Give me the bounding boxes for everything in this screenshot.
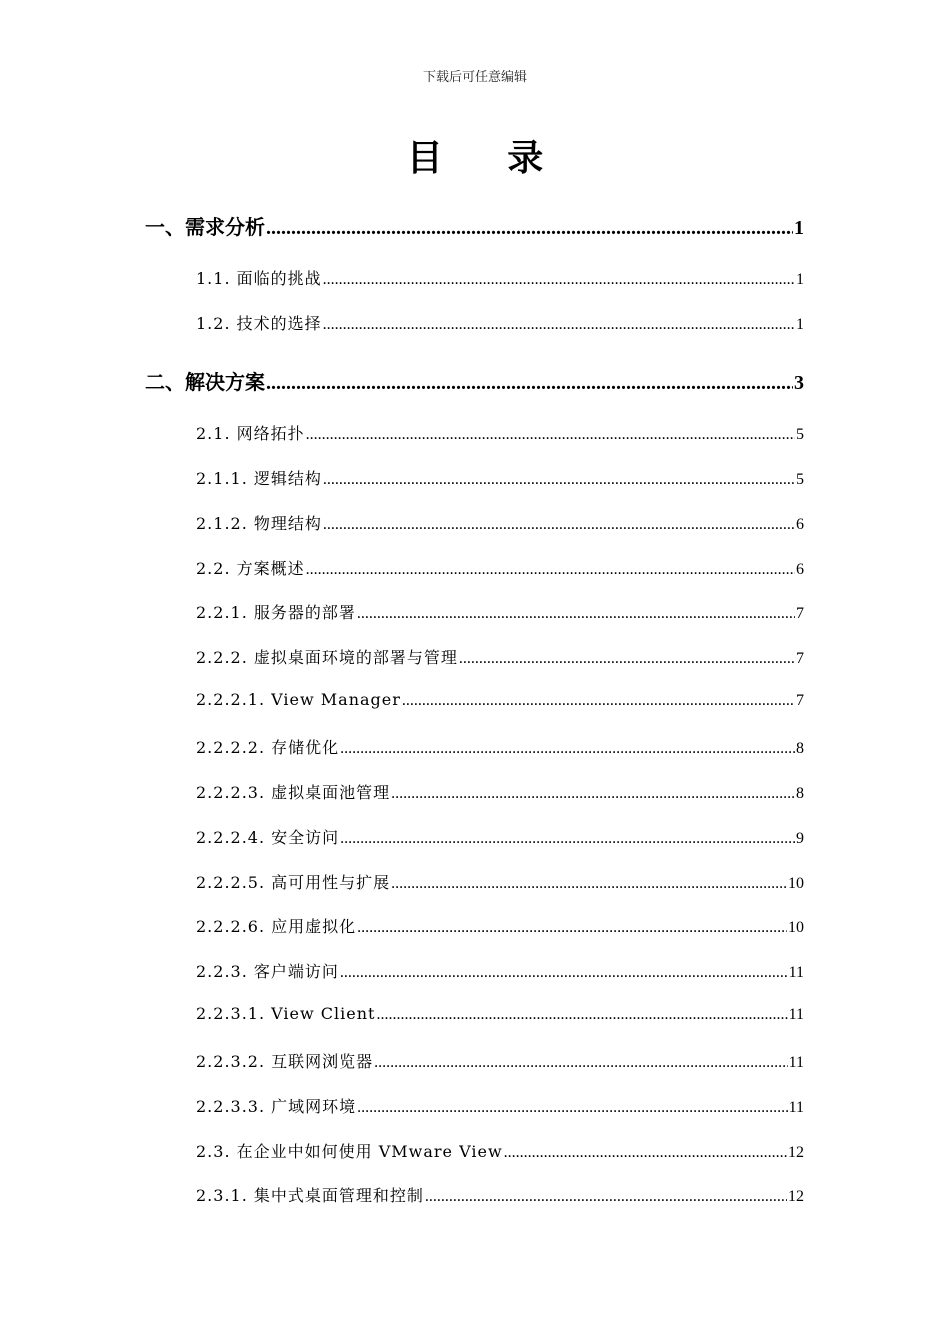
toc-entry-label: 2.2.2.4. 安全访问 — [196, 828, 340, 847]
toc-entry-label: 2.1. 网络拓扑 — [196, 424, 305, 443]
toc-entry-label: 2.2.3. 客户端访问 — [196, 962, 339, 981]
toc-entry-label: 2.2.3.3. 广域网环境 — [196, 1097, 357, 1116]
toc-leader-dots — [357, 1099, 787, 1117]
toc-leader-dots — [391, 875, 787, 893]
toc-page-number: 7 — [796, 692, 804, 709]
toc-entry-label: 2.3. 在企业中如何使用 VMware View — [196, 1142, 503, 1161]
toc-entry[interactable] — [196, 311, 804, 334]
toc-leader-dots — [459, 650, 795, 668]
toc-page-number: 12 — [788, 1188, 804, 1205]
toc-entry-label: 2.3.1. 集中式桌面管理和控制 — [196, 1186, 424, 1205]
toc-leader-dots — [374, 1054, 787, 1072]
toc-entry-label: 2.2.3.1. View Client — [196, 1004, 376, 1023]
toc-entry[interactable] — [196, 690, 804, 710]
toc-page-number: 6 — [796, 516, 804, 533]
toc-entry[interactable] — [196, 959, 804, 982]
toc-leader-dots — [357, 919, 787, 937]
toc-entry-label: 2.2.2.2. 存储优化 — [196, 738, 340, 757]
toc-entry[interactable] — [196, 466, 804, 489]
toc-entry-label: 2.1.2. 物理结构 — [196, 514, 322, 533]
toc-entry[interactable] — [145, 366, 804, 395]
toc-entry[interactable] — [196, 266, 804, 289]
page-header: 下载后可任意编辑 — [422, 70, 527, 85]
toc-page-number: 11 — [788, 1099, 804, 1116]
toc-page-number: 5 — [796, 471, 804, 488]
toc-entry[interactable] — [196, 645, 804, 668]
toc-page-number: 7 — [796, 605, 804, 622]
toc-leader-dots — [323, 516, 795, 534]
toc-page-number: 10 — [788, 875, 804, 892]
toc-page-number: 9 — [796, 830, 804, 847]
toc-entry[interactable] — [196, 870, 804, 893]
toc-entry-label: 2.2.2.5. 高可用性与扩展 — [196, 873, 391, 892]
toc-page-number: 11 — [788, 1006, 804, 1023]
toc-page-number: 1 — [794, 217, 804, 239]
toc-leader-dots — [323, 316, 795, 334]
toc-entry-label: 2.2.2.1. View Manager — [196, 690, 401, 709]
toc-entry[interactable] — [196, 780, 804, 803]
toc-entry[interactable] — [196, 1139, 804, 1162]
toc-entry-label: 1.1. 面临的挑战 — [196, 269, 322, 288]
toc-entry-label: 2.2.1. 服务器的部署 — [196, 603, 356, 622]
toc-page-number: 11 — [788, 964, 804, 981]
toc-leader-dots — [340, 964, 788, 982]
toc-page-number: 5 — [796, 426, 804, 443]
toc-entry-label: 2.1.1. 逻辑结构 — [196, 469, 322, 488]
toc-page-number: 8 — [796, 785, 804, 802]
toc-leader-dots — [357, 605, 795, 623]
toc-entry-label: 2.2.2. 虚拟桌面环境的部署与管理 — [196, 648, 458, 667]
toc-entry-label: 2.2.2.6. 应用虚拟化 — [196, 917, 357, 936]
toc-entry-label: 2.2.2.3. 虚拟桌面池管理 — [196, 783, 391, 802]
toc-page-number: 12 — [788, 1144, 804, 1161]
toc-page-number: 8 — [796, 740, 804, 757]
toc-page-number: 6 — [796, 561, 804, 578]
toc-entry-label: 2.2.3.2. 互联网浏览器 — [196, 1052, 374, 1071]
toc-entry[interactable] — [196, 1094, 804, 1117]
toc-page-number: 1 — [796, 271, 804, 288]
toc-entry[interactable] — [145, 211, 804, 240]
toc-leader-dots — [266, 372, 793, 395]
toc-entry-label: 一、需求分析 — [145, 215, 265, 239]
toc-leader-dots — [306, 426, 795, 444]
toc-entry[interactable] — [196, 1004, 804, 1024]
toc-leader-dots — [266, 217, 793, 240]
toc-leader-dots — [323, 471, 795, 489]
toc-entry[interactable] — [196, 1183, 804, 1206]
toc-leader-dots — [391, 785, 795, 803]
toc-page-number: 11 — [788, 1054, 804, 1071]
toc-entry[interactable] — [196, 914, 804, 937]
toc-page-number: 7 — [796, 650, 804, 667]
toc-leader-dots — [425, 1188, 787, 1206]
toc-entry[interactable] — [196, 421, 804, 444]
toc-entry[interactable] — [196, 825, 804, 848]
toc-leader-dots — [340, 740, 795, 758]
toc-page-number: 10 — [788, 919, 804, 936]
toc-leader-dots — [402, 692, 795, 710]
toc-entry[interactable] — [196, 511, 804, 534]
toc-entry[interactable] — [196, 735, 804, 758]
toc-entry-label: 1.2. 技术的选择 — [196, 314, 322, 333]
toc-leader-dots — [504, 1144, 787, 1162]
toc-page-number: 3 — [794, 372, 804, 394]
toc-entry[interactable] — [196, 1049, 804, 1072]
toc-leader-dots — [306, 561, 795, 579]
toc-entry-label: 二、解决方案 — [145, 370, 265, 394]
toc-entry[interactable] — [196, 556, 804, 579]
toc-entry-label: 2.2. 方案概述 — [196, 559, 305, 578]
toc-leader-dots — [376, 1006, 787, 1024]
toc-entry[interactable] — [196, 600, 804, 623]
toc-leader-dots — [323, 271, 795, 289]
toc-title: 目 录 — [406, 137, 570, 179]
toc-leader-dots — [340, 830, 795, 848]
toc-page-number: 1 — [796, 316, 804, 333]
